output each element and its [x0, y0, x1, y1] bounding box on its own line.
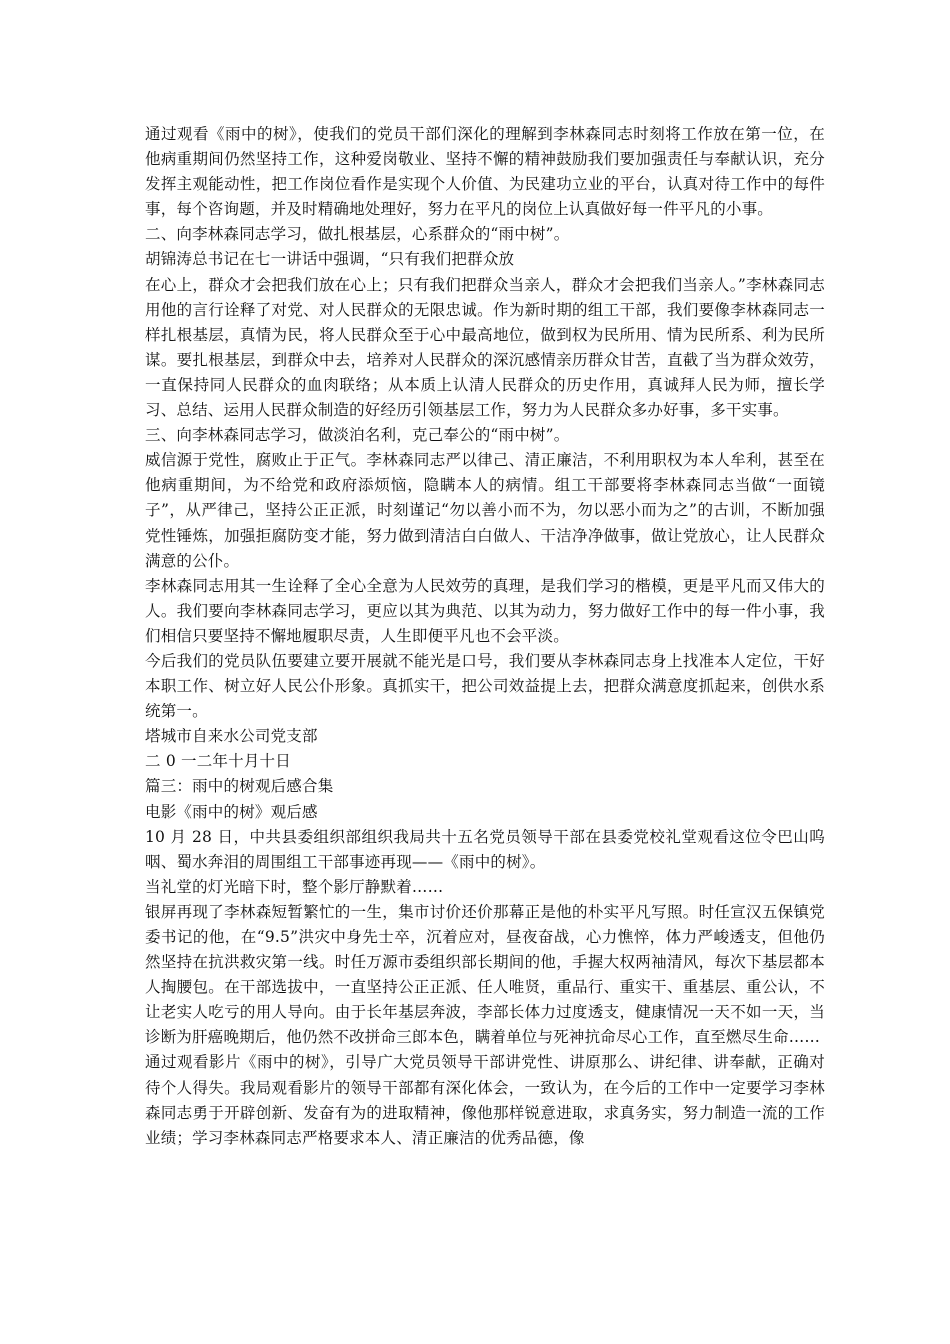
paragraph-observation-intro: 通过观看《雨中的树》，使我们的党员干部们深化的理解到李林森同志时刻将工作放在第一位，在他病重期间仍然坚持工作，这种爱岗敬业、坚持不懈的精神鼓励我们要加强责任与奉献认识，充分发挥主观能动性，把工作岗位看作是实现个人价值、为民建功立业的平台，认真对待工作中的每件事，每个咨询题，并及时精确地处理好，努力在平凡的岗位上认真做好每一件平凡的小事。: [145, 125, 825, 219]
paragraph-film-story: 银屏再现了李林森短暂繁忙的一生，集市讨价还价那幕正是他的朴实平凡写照。时任宣汉五保镇党委书记的他，在“9.5”洪灾中身先士卒，沉着应对，昼夜奋战，心力憔悴，体力严峻透支，但他仍然坚持在抗洪救灾第一线。时任万源市委组织部长期间的他，手握大权两袖清风，每次下基层都本人掏腰包。在干部选拔中，一直坚持公正正派、任人唯贤，重品行、重实干、重基层、重公认，不让老实人吃亏的用人导向。由于长年基层奔波，李部长体力过度透支，健康情况一天不如一天，当诊断为肝癌晚期后，他仍然不改拼命三郎本色，瞒着单位与死神抗命尽心工作，直至燃尽生命……: [145, 902, 825, 1047]
chapter-title: 篇三：雨中的树观后感合集: [145, 777, 334, 796]
paragraph-role-model: 李林森同志用其一生诠释了全心全意为人民效劳的真理，是我们学习的楷模，更是平凡而又伟大的人。我们要向李林森同志学习，更应以其为典范、以其为动力，努力做好工作中的每一件小事，我们相信只要坚持不懈地履职尽责，人生即便平凡也不会平淡。: [145, 576, 825, 645]
paragraph-integrity: 威信源于党性，腐败止于正气。李林森同志严以律己、清正廉洁，不利用职权为本人牟利，甚至在他病重期间，为不给党和政府添烦恼，隐瞒本人的病情。组工干部要将李林森同志当做“一面镜子”，从严律己，坚持公正正派，时刻谨记“勿以善小而不为，勿以恶小而为之”的古训，不断加强党性锤炼，加强拒腐防变才能，努力做到清洁白白做人、干洁净净做事，做让党放心，让人民群众满意的公仆。: [145, 451, 825, 570]
paragraph-hu-quote-start: 胡锦涛总书记在七一讲话中强调，“只有我们把群众放: [145, 250, 515, 269]
section-heading-three: 三、向李林森同志学习，做淡泊名利，克己奉公的“雨中树”。: [145, 426, 570, 445]
article-title: 电影《雨中的树》观后感: [145, 802, 318, 821]
paragraph-hu-quote-body: 在心上，群众才会把我们放在心上；只有我们把群众当亲人，群众才会把我们当亲人。”李林森同志用他的言行诠释了对党、对人民群众的无限忠诚。作为新时期的组工干部，我们要像李林森同志一样扎根基层，真情为民，将人民群众至于心中最高地位，做到权为民所用、情为民所系、利为民所谋。要扎根基层，到群众中去，培养对人民群众的深沉感情亲历群众甘苦，直截了当为群众效劳，一直保持同人民群众的血肉联络；从本质上认清人民群众的历史作用，真诚拜人民为师，擅长学习、总结、运用人民群众制造的好经历引领基层工作，努力为人民群众多办好事，多干实事。: [145, 275, 825, 420]
signature-date: 二 0 一二年十月十日: [145, 752, 291, 771]
section-heading-two: 二、向李林森同志学习，做扎根基层，心系群众的“雨中树”。: [145, 225, 570, 244]
paragraph-reflection: 通过观看影片《雨中的树》，引导广大党员领导干部讲党性、讲原那么、讲纪律、讲奉献，正确对待个人得失。我局观看影片的领导干部都有深化体会，一致认为，在今后的工作中一定要学习李林森同志勇于开辟创新、发奋有为的进取精神，像他那样锐意进取，求真务实，努力制造一流的工作业绩；学习李林森同志严格要求本人、清正廉洁的优秀品德，像: [145, 1053, 825, 1147]
paragraph-screening: 10 月 28 日，中共县委组织部组织我局共十五名党员领导干部在县委党校礼堂观看这位令巴山呜咽、蜀水奔泪的周围组工干部事迹再现——《雨中的树》。: [145, 827, 825, 871]
paragraph-future: 今后我们的党员队伍要建立要开展就不能光是口号，我们要从李林森同志身上找准本人定位，干好本职工作、树立好人民公仆形象。真抓实干，把公司效益提上去，把群众满意度抓起来，创供水系统第一。: [145, 651, 825, 721]
paragraph-lights-dim: 当礼堂的灯光暗下时，整个影厅静默着……: [145, 877, 444, 896]
document-body: [145, 122, 825, 1151]
signature-organization: 塔城市自来水公司党支部: [145, 727, 318, 746]
